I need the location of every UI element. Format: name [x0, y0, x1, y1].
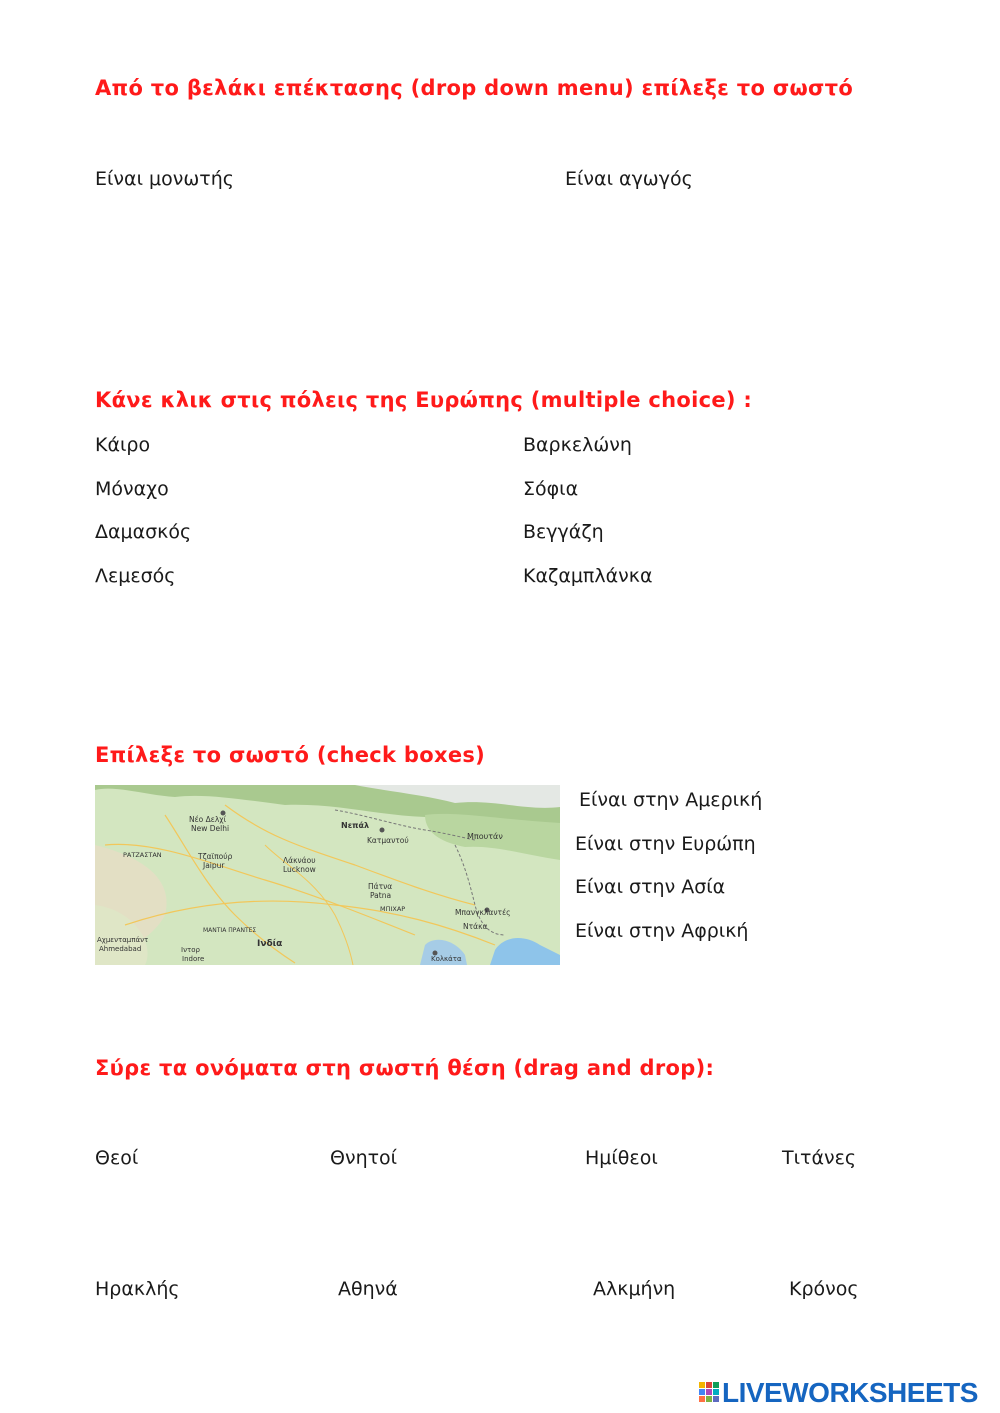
map-label-nepal: Νεπάλ	[341, 821, 370, 830]
city-option-cairo[interactable]: Κάιρο	[95, 434, 151, 456]
map-label-bangladesh: Μπανγκλαντές	[455, 908, 511, 917]
liveworksheets-logo-text: LIVEWORKSHEETS	[722, 1377, 978, 1408]
map-label-delhi-en: New Delhi	[191, 824, 230, 833]
city-option-benghazi[interactable]: Βεγγάζη	[523, 521, 604, 543]
map-label-madhya: ΜΑΝΤΙΑ ΠΡΑΝΤΕΣ	[203, 927, 257, 934]
checkbox-section-heading: Επίλεξε το σωστό (check boxes)	[95, 743, 486, 767]
map-label-lucknow-en: Lucknow	[283, 865, 316, 874]
map-label-bihar: ΜΠΙΧΑΡ	[380, 905, 406, 913]
draggable-name-cronus[interactable]: Κρόνος	[789, 1278, 859, 1300]
drag-drop-heading: Σύρε τα ονόματα στη σωστή θέση (drag and drop):	[95, 1056, 715, 1080]
map-label-indore-en: Indore	[182, 955, 205, 963]
map-label-ahmedabad-en: Ahmedabad	[99, 945, 142, 953]
city-option-munich[interactable]: Μόναχο	[95, 478, 169, 500]
liveworksheets-logo-icon	[698, 1376, 722, 1410]
city-option-casablanca[interactable]: Καζαμπλάνκα	[523, 565, 653, 587]
checkbox-option-europe[interactable]: Είναι στην Ευρώπη	[575, 833, 756, 855]
city-option-barcelona[interactable]: Βαρκελώνη	[523, 434, 632, 456]
map-label-rajasthan: ΡΑΤΖΑΣΤΑΝ	[123, 851, 162, 859]
category-gods: Θεοί	[95, 1147, 139, 1169]
city-option-sofia[interactable]: Σόφια	[523, 478, 579, 500]
checkbox-option-america[interactable]: Είναι στην Αμερική	[579, 789, 763, 811]
map-label-lucknow-gr: Λάκνάου	[283, 856, 316, 865]
draggable-name-heracles[interactable]: Ηρακλής	[95, 1278, 180, 1300]
map-label-dhaka: Ντάκα	[463, 922, 488, 931]
multiple-choice-heading: Κάνε κλικ στις πόλεις της Ευρώπης (multiple choice) :	[95, 388, 753, 412]
map-label-india: Ινδία	[257, 939, 283, 949]
map-label-jaipur-en: Jaipur	[203, 861, 225, 870]
map-label-jaipur-gr: Τζαϊπούρ	[198, 852, 233, 861]
checkbox-option-africa[interactable]: Είναι στην Αφρική	[575, 920, 749, 942]
map-label-ahmedabad-gr: Αχμενταμπάντ	[97, 936, 149, 944]
city-option-damascus[interactable]: Δαμασκός	[95, 521, 192, 543]
city-option-limassol[interactable]: Λεμεσός	[95, 565, 176, 587]
map-image	[95, 785, 560, 965]
checkbox-option-asia[interactable]: Είναι στην Ασία	[575, 876, 726, 898]
map-label-indore-gr: Ιντορ	[181, 946, 200, 954]
map-label-bhutan: Μπουτάν	[467, 832, 503, 841]
category-demigods: Ημίθεοι	[585, 1147, 658, 1169]
category-titans: Τιτάνες	[782, 1147, 857, 1169]
category-mortals: Θνητοί	[330, 1147, 398, 1169]
map-label-patna-gr: Πάτνα	[368, 882, 393, 891]
map-label-kathmandu: Κατμαντού	[367, 836, 409, 845]
dropdown-section-heading: Από το βελάκι επέκτασης (drop down menu) επίλεξε το σωστό	[95, 76, 854, 100]
map-label-kolkata: Κολκάτα	[431, 955, 462, 963]
map-label-delhi-gr: Νέο Δελχί	[189, 815, 227, 824]
dropdown-question-right: Είναι αγωγός	[565, 168, 693, 190]
draggable-name-athena[interactable]: Αθηνά	[338, 1278, 398, 1300]
dropdown-question-left: Είναι μονωτής	[95, 168, 234, 190]
map-label-patna-en: Patna	[370, 891, 392, 900]
draggable-name-alcmene[interactable]: Αλκμήνη	[593, 1278, 676, 1300]
